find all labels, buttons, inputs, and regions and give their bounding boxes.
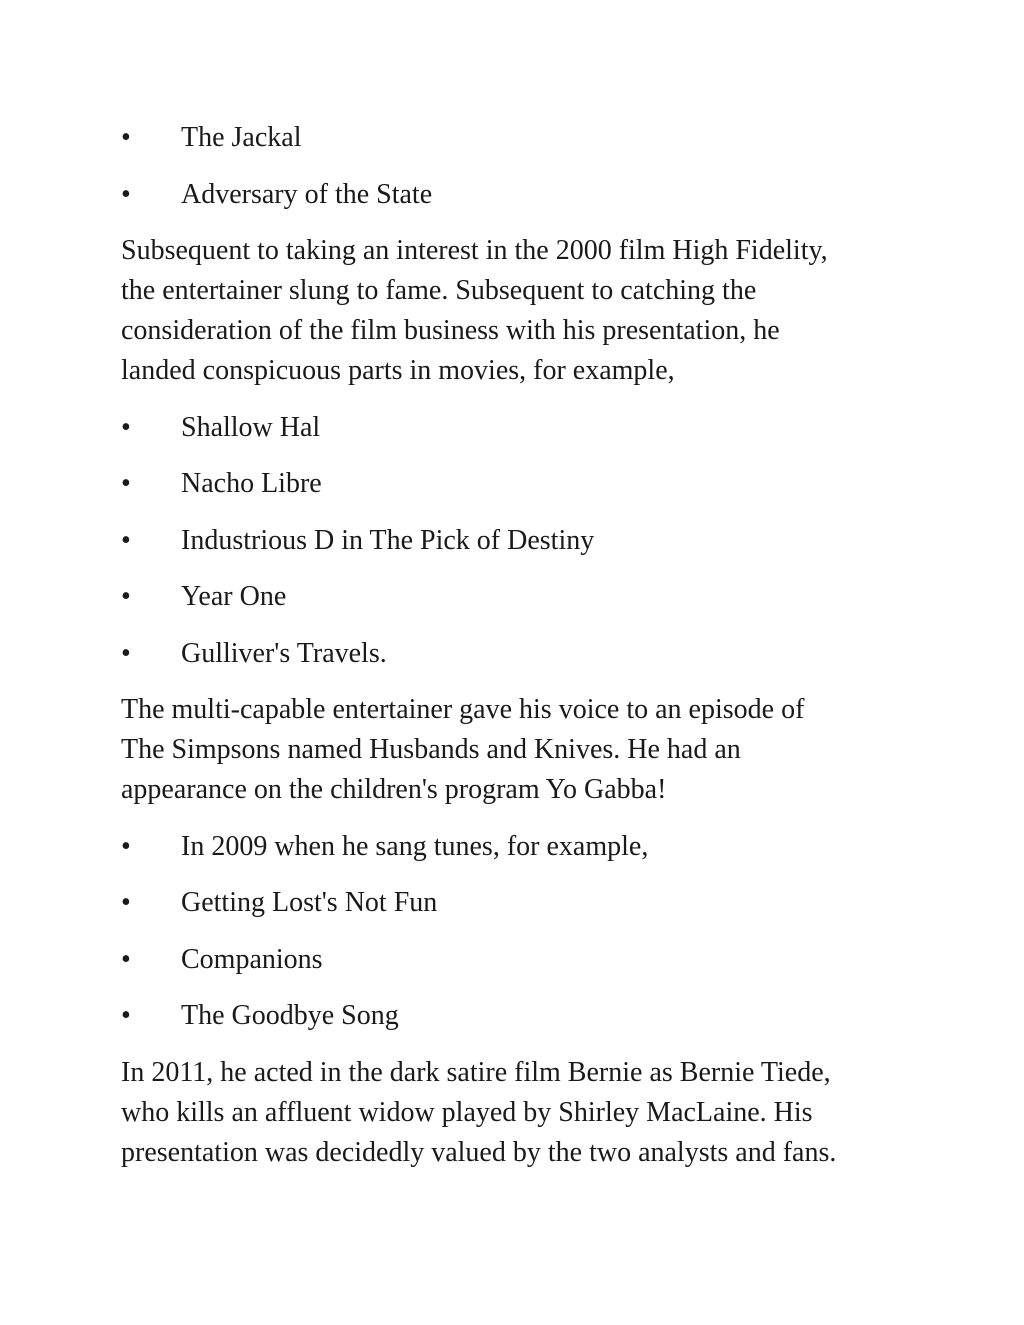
bullet-marker: • <box>121 581 131 612</box>
list-item-text: Adversary of the State <box>181 178 433 210</box>
paragraph-line: who kills an affluent widow played by Shirley MacLaine. His <box>121 1096 813 1128</box>
bullet-marker: • <box>121 1000 131 1031</box>
paragraph-line: In 2011, he acted in the dark satire film Bernie as Bernie Tiede, <box>121 1056 831 1088</box>
list-item <box>121 996 911 1036</box>
bullet-marker: • <box>121 637 131 669</box>
document-page <box>121 118 911 1189</box>
list-item <box>121 577 911 617</box>
list-item <box>121 175 911 215</box>
list-item-text: Getting Lost's Not Fun <box>181 887 438 918</box>
list-item-text: Companions <box>181 943 323 975</box>
list-item-text: Nacho Libre <box>181 468 322 499</box>
bullet-marker: • <box>121 524 131 556</box>
paragraph-line: landed conspicuous parts in movies, for example, <box>121 355 675 386</box>
list-item <box>121 408 911 448</box>
bullet-marker: • <box>121 887 131 918</box>
paragraph-line: appearance on the children's program Yo Gabba! <box>121 774 667 805</box>
list-item <box>121 464 911 504</box>
paragraph-line: Subsequent to taking an interest in the 2000 film High Fidelity, <box>121 235 828 266</box>
bullet-marker: • <box>121 943 131 975</box>
list-item-text: Year One <box>181 581 287 612</box>
bullet-marker: • <box>121 122 131 153</box>
bullet-marker: • <box>121 178 131 210</box>
list-item <box>121 118 911 158</box>
list-item <box>121 634 911 674</box>
list-item <box>121 940 911 980</box>
list-item-text: In 2009 when he sang tunes, for example, <box>181 830 649 862</box>
bullet-marker: • <box>121 468 131 499</box>
list-item <box>121 827 911 867</box>
list-item <box>121 521 911 561</box>
paragraph <box>121 690 911 810</box>
list-item-text: The Jackal <box>181 122 302 153</box>
list-item-text: The Goodbye Song <box>181 1000 399 1031</box>
paragraph <box>121 231 911 391</box>
paragraph-line: The multi-capable entertainer gave his voice to an episode of <box>121 694 805 725</box>
list-item <box>121 883 911 923</box>
bullet-marker: • <box>121 411 131 443</box>
list-item-text: Industrious D in The Pick of Destiny <box>181 524 595 556</box>
paragraph-line: presentation was decidedly valued by the two analysts and fans. <box>121 1136 837 1168</box>
paragraph <box>121 1053 911 1173</box>
paragraph-line: The Simpsons named Husbands and Knives. He had an <box>121 734 741 765</box>
paragraph-line: consideration of the film business with his presentation, he <box>121 315 780 346</box>
list-item-text: Gulliver's Travels. <box>181 637 387 669</box>
bullet-marker: • <box>121 830 131 862</box>
list-item-text: Shallow Hal <box>181 411 321 443</box>
paragraph-line: the entertainer slung to fame. Subsequent to catching the <box>121 275 757 306</box>
